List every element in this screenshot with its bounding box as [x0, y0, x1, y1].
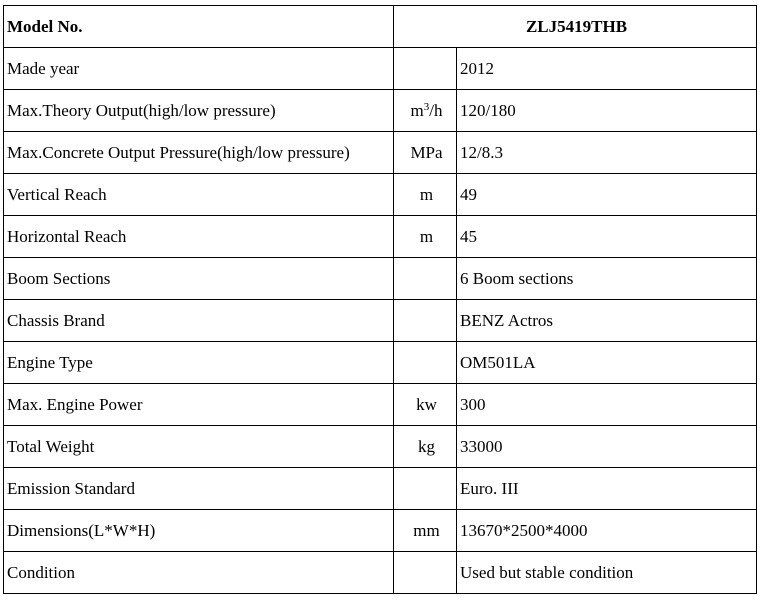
- table-header-row: [4, 6, 757, 48]
- row-label: Max.Concrete Output Pressure(high/low pressure): [4, 132, 394, 174]
- row-unit: kw: [394, 384, 457, 426]
- table-row: [4, 90, 757, 132]
- table-row: [4, 384, 757, 426]
- row-label: Emission Standard: [4, 468, 394, 510]
- row-value: 33000: [457, 426, 757, 468]
- model-no-value: ZLJ5419THB: [394, 6, 757, 48]
- row-value: Used but stable condition: [457, 552, 757, 594]
- row-unit: MPa: [394, 132, 457, 174]
- row-unit: kg: [394, 426, 457, 468]
- row-label: Chassis Brand: [4, 300, 394, 342]
- row-value: 120/180: [457, 90, 757, 132]
- table-row: [4, 48, 757, 90]
- row-value: 300: [457, 384, 757, 426]
- model-no-label: Model No.: [4, 6, 394, 48]
- table-row: [4, 258, 757, 300]
- table-row: [4, 468, 757, 510]
- row-unit: [394, 48, 457, 90]
- unit-base: m: [410, 100, 424, 120]
- row-label: Vertical Reach: [4, 174, 394, 216]
- row-unit: [394, 258, 457, 300]
- table-row: [4, 342, 757, 384]
- row-unit: m: [394, 174, 457, 216]
- row-value: 49: [457, 174, 757, 216]
- table-row: [4, 552, 757, 594]
- row-label: Condition: [4, 552, 394, 594]
- row-value: Euro. III: [457, 468, 757, 510]
- row-label: Max. Engine Power: [4, 384, 394, 426]
- table-row: [4, 132, 757, 174]
- row-unit: [394, 552, 457, 594]
- row-value: 6 Boom sections: [457, 258, 757, 300]
- row-value: OM501LA: [457, 342, 757, 384]
- row-unit: [394, 468, 457, 510]
- row-unit: [394, 300, 457, 342]
- table-row: [4, 216, 757, 258]
- unit-superscript: 3: [423, 100, 430, 113]
- row-unit: [394, 342, 457, 384]
- table-row: [4, 174, 757, 216]
- table-row: [4, 510, 757, 552]
- table-row: [4, 426, 757, 468]
- row-value: 45: [457, 216, 757, 258]
- row-label: Engine Type: [4, 342, 394, 384]
- table-row: [4, 300, 757, 342]
- row-label: Dimensions(L*W*H): [4, 510, 394, 552]
- unit-tail: /h: [429, 100, 443, 120]
- spec-table: [3, 5, 757, 594]
- row-label: Made year: [4, 48, 394, 90]
- row-value: 12/8.3: [457, 132, 757, 174]
- row-unit: mm: [394, 510, 457, 552]
- row-label: Boom Sections: [4, 258, 394, 300]
- row-value: 2012: [457, 48, 757, 90]
- row-unit: [394, 90, 457, 132]
- row-label: Total Weight: [4, 426, 394, 468]
- row-label: Max.Theory Output(high/low pressure): [4, 90, 394, 132]
- row-label: Horizontal Reach: [4, 216, 394, 258]
- row-value: 13670*2500*4000: [457, 510, 757, 552]
- row-value: BENZ Actros: [457, 300, 757, 342]
- row-unit: m: [394, 216, 457, 258]
